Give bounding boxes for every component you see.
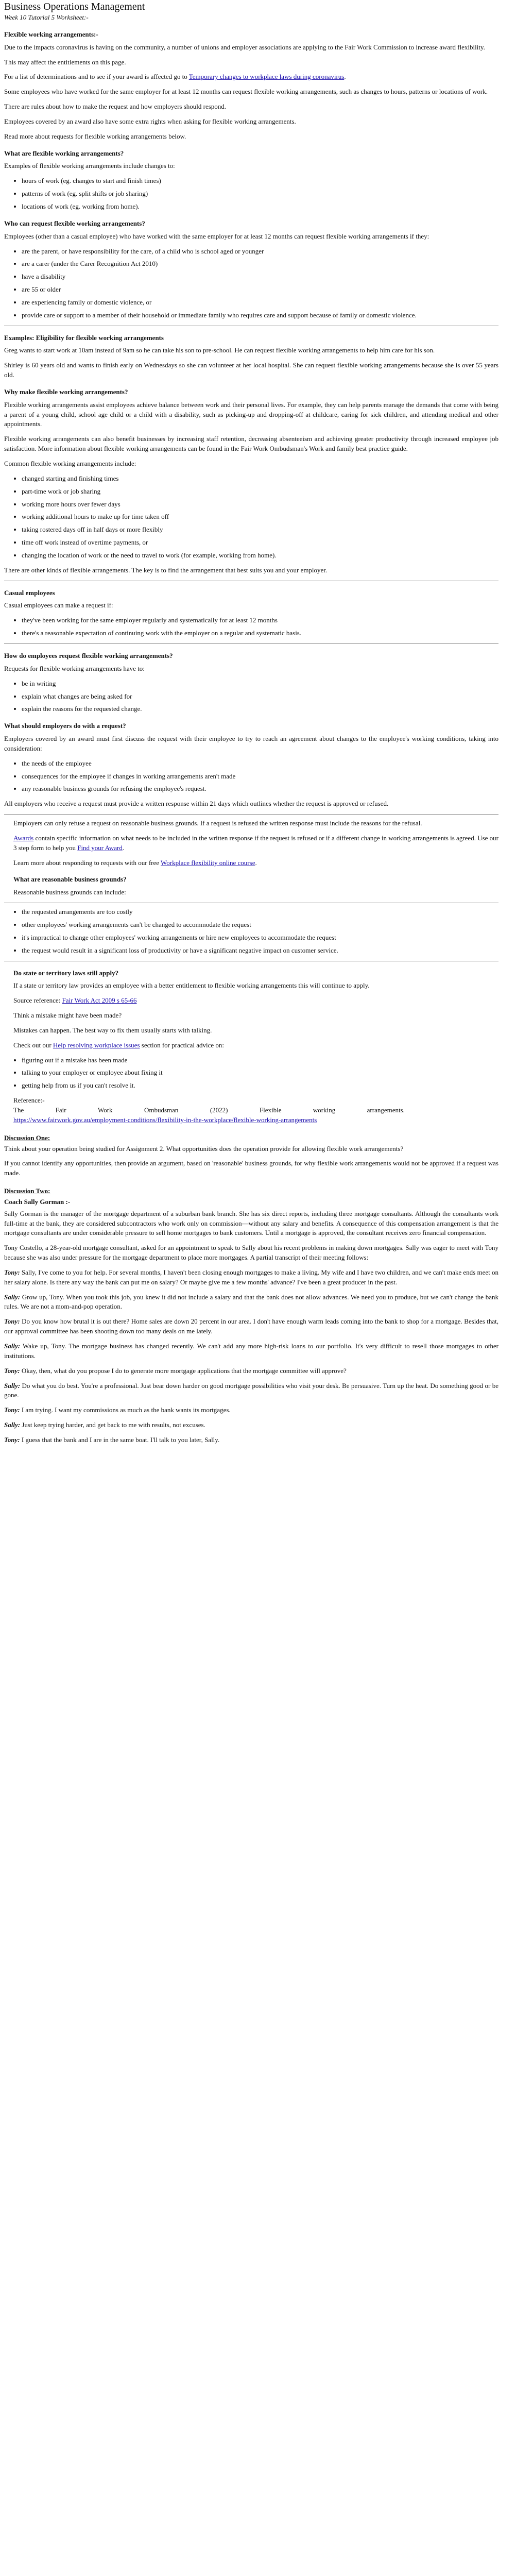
list-item: • it's impractical to change other employees' working arrangements or hire new employees to accommodate the request (22, 933, 498, 943)
list-item: • explain the reasons for the requested change. (22, 704, 498, 714)
page-subtitle: Week 10 Tutorial 5 Worksheet:- (4, 13, 89, 21)
other-paragraph: There are other kinds of flexible arrangements. The key is to find the arrangement that best suits you and your employer. (4, 566, 328, 574)
learn-paragraph-pre: Learn more about responding to requests with our free (13, 858, 161, 867)
dialog-text: Do what you do best. You're a professional. Just bear down harder on good mortgage possibilities who visit your desk. Be persuasive. Turn up the heat. Do something good or be gone. (4, 1381, 498, 1399)
intro-paragraph-2: This may affect the entitlements on this page. (4, 58, 126, 66)
workplace-flexibility-course-link[interactable]: Workplace flexibility online course (161, 858, 255, 867)
learn-paragraph (13, 858, 498, 868)
discussion-one-paragraph-1: Think about your operation being studied for Assignment 2. What opportunities does the operation provide for allowing flexible work arrangements? (4, 1144, 404, 1153)
what-paragraph: Examples of flexible working arrangements include changes to: (4, 162, 175, 170)
reasonable-list (4, 907, 498, 955)
discussion-one-paragraph-2: If you cannot identify any opportunities, then provide an argument, based on 'reasonable' business grounds, for why flexible work arrangements would not be approved if a request was made. (4, 1159, 498, 1177)
dialog-line (4, 1293, 498, 1312)
how-list (4, 679, 498, 715)
find-your-award-link[interactable]: Find your Award (77, 843, 123, 852)
awards-paragraph (13, 834, 498, 853)
awards-paragraph-end: . (122, 843, 125, 852)
list-item: • be in writing (22, 679, 498, 689)
intro-paragraph-3-post: . (344, 73, 346, 81)
dialog-text: Okay, then, what do you propose I do to generate more mortgage applications that the mortgage committee will approve? (20, 1366, 347, 1375)
awards-paragraph-text: contain specific information on what needs to be included in the written response if the request is refused or if a different change in working arrangements is agreed. Use our 3 step form to help you (13, 834, 498, 852)
dialog-text: Do you know how brutal it is out there? Home sales are down 20 percent in our area. I don't have enough warm leads coming into the bank to shop for a mortgage. Besides that, our approval committee has been shooting down too many deals on me lately. (4, 1317, 498, 1335)
list-item: • time off work instead of overtime payments, or (22, 538, 498, 548)
reference-word: Ombudsman (144, 1106, 179, 1114)
discussion-one-heading: Discussion One: (4, 1133, 50, 1142)
speaker-name: Sally: (4, 1421, 21, 1429)
list-item: • hours of work (eg. changes to start and finish times) (22, 176, 498, 186)
list-item: • are the parent, or have responsibility for the care, of a child who is school aged or younger (22, 247, 498, 257)
list-item: • patterns of work (eg. split shifts or job sharing) (22, 189, 498, 199)
reference-word: (2022) (210, 1106, 228, 1114)
common-list (4, 474, 498, 561)
list-item: • are a carer (under the Carer Recognition Act 2010) (22, 259, 498, 269)
list-item: • are 55 or older (22, 285, 498, 295)
list-item: • consequences for the employee if changes in working arrangements aren't made (22, 772, 498, 782)
list-item: • the request would result in a significant loss of productivity or have a significant negative impact on customer service. (22, 946, 498, 956)
temporary-changes-link[interactable]: Temporary changes to workplace laws during coronavirus (188, 73, 345, 81)
casual-heading: Casual employees (4, 588, 55, 597)
reasonable-paragraph: Reasonable business grounds can include: (13, 888, 126, 896)
why-heading: Why make flexible working arrangements? (4, 387, 128, 396)
list-item: • any reasonable business grounds for refusing the employee's request. (22, 784, 498, 794)
dialog-line (4, 1420, 498, 1430)
source-reference (13, 996, 498, 1006)
who-list (4, 247, 498, 320)
speaker-name: Sally: (4, 1381, 21, 1389)
worksheet-page (4, 1, 498, 1445)
dialog-text: I am trying. I want my commissions as much as the bank wants its mortgages. (20, 1406, 231, 1414)
list-item: • there's a reasonable expectation of continuing work with the employer on a regular and systematic basis. (22, 629, 498, 638)
how-heading: How do employees request flexible working arrangements? (4, 651, 173, 659)
dialog-line (4, 1381, 498, 1401)
reference-block (13, 1096, 498, 1125)
awards-link[interactable]: Awards (13, 834, 34, 842)
speaker-name: Sally: (4, 1293, 21, 1301)
list-item: • are experiencing family or domestic violence, or (22, 298, 498, 308)
why-paragraph-1: Flexible working arrangements assist employees achieve balance between work and their personal lives. For example, they can help parents manage the demands that come with being a parent of a young child, school age child or a child with a disability, such as picking-up and dropping-off at childcare, caring for sick children, and attending medical and other appointments. (4, 400, 498, 428)
list-item: • part-time work or job sharing (22, 487, 498, 497)
examples-paragraph-1: Greg wants to start work at 10am instead of 9am so he can take his son to pre-school. He can request flexible working arrangements to help him care for his son. (4, 346, 435, 354)
examples-heading: Examples: Eligibility for flexible working arrangements (4, 333, 164, 342)
list-item: • getting help from us if you can't resolve it. (22, 1081, 498, 1091)
dialog-text: I guess that the bank and I are in the same boat. I'll talk to you later, Sally. (20, 1435, 220, 1444)
speaker-name: Tony: (4, 1366, 20, 1375)
dialog-line (4, 1317, 498, 1336)
dialog-line (4, 1268, 498, 1287)
who-heading: Who can request flexible working arrangements? (4, 219, 145, 227)
source-label: Source reference: (13, 996, 62, 1005)
common-paragraph: Common flexible working arrangements include: (4, 460, 136, 467)
list-item: • figuring out if a mistake has been made (22, 1056, 498, 1065)
section-divider (4, 814, 498, 815)
what-heading: What are flexible working arrangements? (4, 149, 124, 157)
speaker-name: Tony: (4, 1435, 20, 1444)
intro-paragraph-3 (4, 72, 498, 82)
list-item: • they've been working for the same employer regularly and systematically for at least 12 months (22, 616, 498, 625)
dialog-transcript (4, 1268, 498, 1445)
dialog-text: Sally, I've come to you for help. For several months, I haven't been closing enough mortgages to make a living. My wife and I have two children, and we can't make ends meet on her salary alone. Is there any way the bank can put me on salary? Or maybe give me a few months' advance? I've been a great producer in the past. (4, 1268, 498, 1286)
checkout-pre: Check out our (13, 1041, 53, 1049)
dialog-line (4, 1405, 498, 1415)
examples-paragraph-2: Shirley is 60 years old and wants to finish early on Wednesdays so she can volunteer at her local hospital. She can request flexible working arrangements because she is over 55 years old. (4, 361, 498, 379)
mistake-paragraph-1: Think a mistake might have been made? (13, 1011, 122, 1020)
list-item: • changing the location of work or the need to travel to work (for example, working from home). (22, 551, 498, 561)
list-item: • the requested arrangements are too costly (22, 907, 498, 917)
casual-paragraph: Casual employees can make a request if: (4, 601, 113, 609)
speaker-name: Tony: (4, 1268, 20, 1276)
how-paragraph: Requests for flexible working arrangements have to: (4, 664, 145, 672)
reasonable-heading: What are reasonable business grounds? (13, 875, 127, 884)
list-item: • other employees' working arrangements can't be changed to accommodate the request (22, 920, 498, 930)
checkout-paragraph (13, 1041, 498, 1050)
section-divider (4, 643, 498, 644)
state-paragraph: If a state or territory law provides an employee with a better entitlement to flexible working arrangements this will continue to apply. (13, 981, 370, 990)
reference-word: arrangements. (367, 1106, 405, 1114)
reference-word: Flexible (259, 1106, 282, 1114)
should-paragraph-3: Employers can only refuse a request on reasonable business grounds. If a request is refused the written response must include the reasons for the refusal. (13, 819, 422, 827)
dialog-text: Wake up, Tony. The mortgage business has changed recently. We can't add any more high-risk loans to our portfolio. It's very difficult to resell those mortgages to other institutions. (4, 1342, 498, 1360)
case-paragraph-2: Tony Costello, a 28-year-old mortgage consultant, asked for an appointment to speak to Sally about his recent problems in making down mortgages. Sally was eager to meet with Tony because she was also under pressure for the mortgage department to place more mortgages. A partial transcript of their meeting follows: (4, 1244, 498, 1262)
should-list (4, 759, 498, 794)
what-list (4, 176, 498, 212)
reference-word: The (13, 1106, 24, 1114)
reference-word: Work (97, 1106, 113, 1114)
list-item: • changed starting and finishing times (22, 474, 498, 484)
learn-paragraph-end: . (255, 858, 257, 867)
intro-paragraph-1: Due to the impacts coronavirus is having on the community, a number of unions and employer associations are applying to the Fair Work Commission to increase award flexibility. (4, 43, 485, 51)
dialog-text: Just keep trying harder, and get back to me with results, not excuses. (20, 1421, 205, 1429)
dialog-line (4, 1342, 498, 1361)
mistake-paragraph-2: Mistakes can happen. The best way to fix them usually starts with talking. (13, 1026, 212, 1034)
intro-paragraph-3-pre: For a list of determinations and to see if your award is affected go to (4, 73, 189, 81)
speaker-name: Tony: (4, 1317, 20, 1326)
speaker-name: Sally: (4, 1342, 21, 1350)
list-item: • working additional hours to make up for time taken off (22, 512, 498, 522)
page-title: Business Operations Management (4, 1, 145, 12)
should-heading: What should employers do with a request? (4, 722, 126, 730)
should-paragraph-2: All employers who receive a request must provide a written response within 21 days which outlines whether the request is approved or refused. (4, 800, 389, 808)
list-item: • talking to your employer or employee about fixing it (22, 1068, 498, 1078)
intro-paragraph-7: Read more about requests for flexible working arrangements below. (4, 132, 186, 140)
dialog-line (4, 1435, 498, 1445)
reference-label: Reference:- (13, 1096, 45, 1105)
list-item: • taking rostered days off in half days or more flexibly (22, 525, 498, 535)
should-paragraph-1: Employers covered by an award must first discuss the request with their employee to try to reach an agreement about changes to the employee's working conditions, taking into consideration: (4, 735, 498, 752)
intro-paragraph-5: There are rules about how to make the request and how employers should respond. (4, 103, 227, 111)
checkout-list (4, 1056, 498, 1091)
list-item: • explain what changes are being asked for (22, 692, 498, 702)
reference-citation (13, 1106, 405, 1115)
why-paragraph-2: Flexible working arrangements can also benefit businesses by increasing staff retention, decreasing absenteeism and achieving greater productivity through increased employee job satisfaction. More information about flexible working arrangements can be found in the Fair Work Ombudsman's Work and family best practice guide. (4, 435, 498, 453)
who-paragraph: Employees (other than a casual employee) who have worked with the same employer for at least 12 months can request flexible working arrangements if they: (4, 232, 429, 240)
state-heading: Do state or territory laws still apply? (13, 969, 119, 977)
dialog-line (4, 1366, 498, 1376)
list-item: • locations of work (eg. working from home). (22, 202, 498, 212)
case-paragraph-1: Sally Gorman is the manager of the mortgage department of a suburban bank branch. She has six direct reports, including three mortgage consultants. Although the consultants work full-time at the bank, they are considered subcontractors who work only on commission—without any salary and benefits. A consequence of this compensation arrangement is that the mortgage consultants are under considerable pressure to sell home mortgages to bank customers. Until a mortgage is approved, the consultant receives zero financial compensation. (4, 1209, 498, 1237)
speaker-name: Tony: (4, 1406, 20, 1414)
checkout-post: section for practical advice on: (140, 1041, 225, 1049)
list-item: • the needs of the employee (22, 759, 498, 769)
reference-word: working (313, 1106, 336, 1114)
dialog-text: Grow up, Tony. When you took this job, you knew it did not include a salary and that the bank does not allow advances. We need you to produce, but we can't change the bank rules. We are not a mom-and-pop operation. (4, 1293, 498, 1311)
list-item: • working more hours over fewer days (22, 500, 498, 510)
case-title: Coach Sally Gorman :- (4, 1197, 71, 1206)
intro-paragraph-6: Employees covered by an award also have some extra rights when asking for flexible working arrangements. (4, 117, 296, 125)
casual-list (4, 616, 498, 638)
list-item: • provide care or support to a member of their household or immediate family who requires care and support because of family or domestic violence. (22, 311, 498, 320)
reference-word: Fair (55, 1106, 66, 1114)
fair-work-act-link[interactable]: Fair Work Act 2009 s 65-66 (62, 996, 137, 1005)
flexible-heading: Flexible working arrangements:- (4, 30, 98, 38)
intro-paragraph-4: Some employees who have worked for the same employer for at least 12 months can request flexible working arrangements, such as changes to hours, patterns or locations of work. (4, 88, 488, 96)
discussion-two-heading: Discussion Two: (4, 1187, 50, 1195)
help-resolving-issues-link[interactable]: Help resolving workplace issues (53, 1041, 140, 1049)
reference-url-link[interactable]: https://www.fairwork.gov.au/employment-conditions/flexibility-in-the-workplace/flexible-working-arrangements (13, 1115, 317, 1124)
list-item: • have a disability (22, 272, 498, 282)
